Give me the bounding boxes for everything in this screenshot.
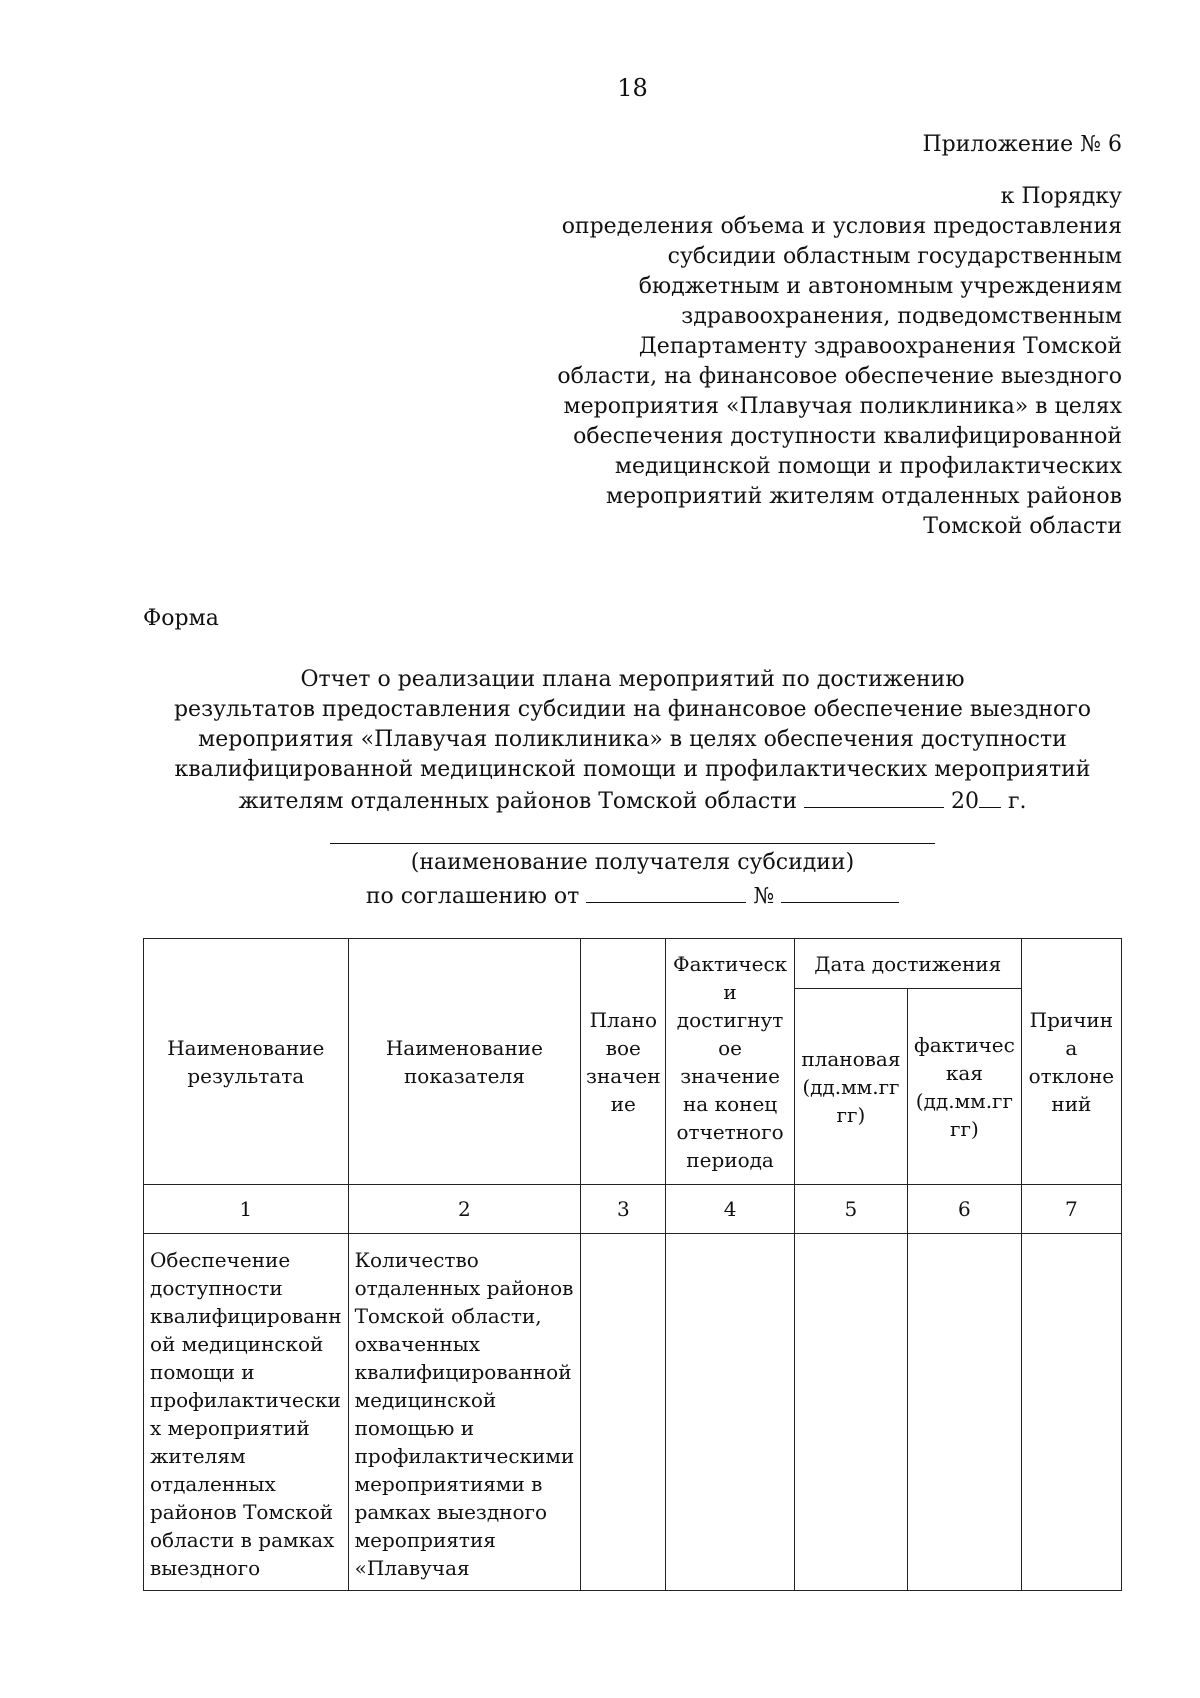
header-planned-value: Плано вое значен ие [581,939,666,1185]
column-number: 4 [666,1185,794,1234]
appendix-ref-line: области, на финансовое обеспечение выездного [557,364,1122,389]
appendix-ref-line: обеспечения доступности квалифицированной [573,424,1122,449]
appendix-ref-line: субсидии областным государственным [667,244,1122,269]
header-actual-value: Фактическ и достигнут ое значение на конец отчетного периода [666,939,794,1185]
reasons-cell[interactable] [1021,1234,1121,1591]
indicator-cell: Количество отдаленных районов Томской области, охваченных квалифицированной медицинской помощью и профилактическими мероприятиями в рамках выездного мероприятия «Плавучая [348,1234,581,1591]
header-indicator-name: Наименование показателя [348,939,581,1185]
year-suffix: г. [1007,789,1027,814]
header-actual-date: фактичес кая (дд.мм.гг гг) [908,989,1022,1185]
report-title-text: жителям отдаленных районов Томской области [238,789,797,814]
period-blank[interactable] [804,785,944,808]
table-row [144,1234,1122,1591]
column-number: 5 [794,1185,907,1234]
appendix-ref-line: бюджетным и автономным учреждениям [638,274,1122,299]
agreement-line [0,880,1200,909]
appendix-ref-line: Департаменту здравоохранения Томской [638,334,1122,359]
column-number: 7 [1021,1185,1121,1234]
appendix-ref-line: здравоохранения, подведомственным [681,304,1122,329]
report-title-line: квалифицированной медицинской помощи и профилактических мероприятий [174,757,1091,782]
actual-date-cell[interactable] [908,1234,1022,1591]
planned-value-cell[interactable] [581,1234,666,1591]
page-number: 18 [617,74,648,102]
appendix-ref-line: мероприятия «Плавучая поликлиника» в целях [563,394,1122,419]
planned-date-cell[interactable] [794,1234,907,1591]
agreement-number-blank[interactable] [781,880,899,903]
column-number: 2 [348,1185,581,1234]
year-blank[interactable] [979,785,1001,808]
form-label: Форма [143,606,219,631]
header-result-name: Наименование результата [144,939,349,1185]
report-title-line: результатов предоставления субсидии на финансовое обеспечение выездного [173,697,1092,722]
appendix-title: Приложение № 6 [922,132,1122,157]
report-title-line: Отчет о реализации плана мероприятий по достижению [300,667,965,692]
agreement-prefix: по соглашению от [365,884,580,909]
appendix-reference [557,182,1122,542]
header-achievement-date: Дата достижения [794,939,1021,989]
report-title-line: мероприятия «Плавучая поликлиника» в целях обеспечения доступности [198,727,1067,752]
column-number-row [144,1185,1122,1234]
agreement-number-sign: № [753,884,775,909]
report-table [143,938,1122,1591]
result-cell: Обеспечение доступности квалифицированн ой медицинской помощи и профилактически х мероприятий жителям отдаленных районов Томской области в рамках выездного [144,1234,349,1591]
header-planned-date: плановая (дд.мм.гг гг) [794,989,907,1185]
appendix-ref-line: мероприятий жителям отдаленных районов [605,484,1122,509]
recipient-caption: (наименование получателя субсидии) [410,850,855,875]
appendix-ref-line: определения объема и условия предоставления [561,214,1122,239]
report-title [0,665,1200,817]
appendix-ref-line: медицинской помощи и профилактических [614,454,1122,479]
actual-value-cell[interactable] [666,1234,794,1591]
year-prefix: 20 [950,789,979,814]
report-title-last-line [0,785,1200,817]
column-number: 6 [908,1185,1022,1234]
column-number: 1 [144,1185,349,1234]
appendix-ref-line: к Порядку [1000,184,1122,209]
appendix-ref-line: Томской области [923,514,1122,539]
recipient-name-blank[interactable] [330,843,935,844]
column-number: 3 [581,1185,666,1234]
agreement-date-blank[interactable] [586,880,746,903]
header-deviation-reasons: Причин а отклоне ний [1021,939,1121,1185]
